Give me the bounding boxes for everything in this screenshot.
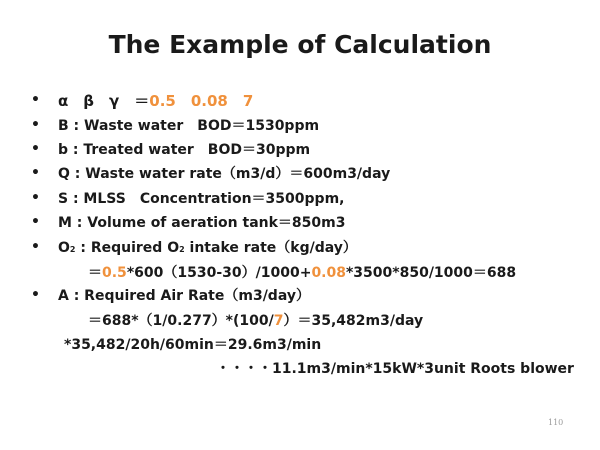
params-line — [58, 90, 253, 111]
param-beta-value: 0.08 — [190, 92, 228, 110]
mlss-line: S : MLSS Concentration＝3500ppm, — [58, 191, 345, 207]
bullet-marker: • — [31, 287, 40, 303]
param-gamma-value: 7 — [242, 92, 254, 110]
air-rate-line: A : Required Air Rate（m3/day） — [58, 288, 310, 304]
bullet-marker: • — [31, 141, 40, 157]
air-per-min-line: *35,482/20h/60min＝29.6m3/min — [64, 337, 322, 353]
flow-rate-line: Q : Waste water rate（m3/d）＝600m3/day — [58, 166, 391, 182]
bullet-marker: • — [31, 190, 40, 206]
bullet-marker: • — [31, 214, 40, 230]
oxygen-calc-beta: 0.08 — [311, 265, 346, 281]
oxygen-symbol: O — [58, 240, 70, 256]
volume-line: M : Volume of aeration tank＝850m3 — [58, 215, 346, 231]
air-calc-end: ）＝35,482m3/day — [283, 313, 424, 329]
bod-treated-line: b : Treated water BOD＝30ppm — [58, 142, 311, 158]
oxygen-calc-prefix: ＝ — [88, 265, 102, 281]
air-calc-gamma: 7 — [273, 313, 284, 329]
oxygen-text-a: : Required O — [75, 240, 180, 256]
oxygen-subscript: 2 — [69, 245, 76, 254]
bullet-marker: • — [31, 117, 40, 133]
air-calc-prefix: ＝688*（1/0.277）*(100/ — [88, 313, 274, 329]
oxygen-line — [58, 237, 357, 257]
bod-waste-line: B : Waste water BOD＝1530ppm — [58, 118, 320, 134]
bullet-marker: • — [31, 239, 40, 255]
oxygen-text-b: intake rate（kg/day） — [184, 240, 357, 256]
oxygen-calc-end: *3500*850/1000＝688 — [345, 265, 517, 281]
params-label: α β γ ＝ — [58, 92, 150, 110]
bullet-marker: • — [31, 165, 40, 181]
page-number: 110 — [548, 418, 564, 427]
oxygen-subscript: 2 — [179, 245, 185, 254]
oxygen-calc-line — [88, 262, 516, 282]
bullet-marker: • — [31, 92, 40, 108]
oxygen-calc-alpha: 0.5 — [102, 265, 127, 281]
oxygen-calc-middle: *600（1530-30）/1000+ — [126, 265, 312, 281]
air-calc-line — [88, 310, 423, 330]
blower-line: ・・・・11.1m3/min*15kW*3unit Roots blower — [216, 361, 574, 377]
param-alpha-value: 0.5 — [149, 92, 176, 110]
slide-title: The Example of Calculation — [108, 30, 492, 59]
